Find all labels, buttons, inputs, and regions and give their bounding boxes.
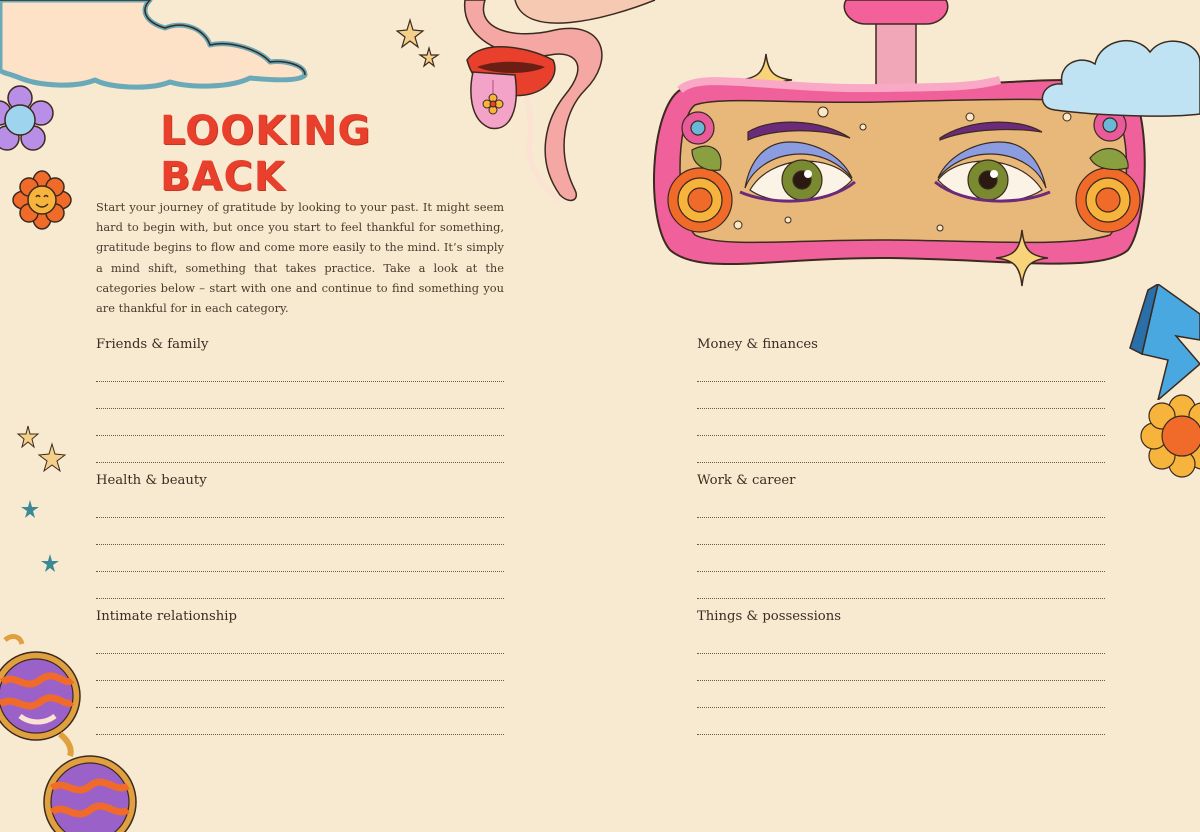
section-label: Work & career (697, 473, 796, 488)
section-friends-family (96, 335, 504, 463)
lightning-bolt-icon (1128, 284, 1200, 400)
smiley-flower-icon (10, 168, 74, 232)
section-label: Intimate relationship (96, 609, 237, 624)
writing-line[interactable] (96, 654, 504, 681)
writing-line[interactable] (697, 627, 1105, 654)
writing-line[interactable] (96, 627, 504, 654)
writing-line[interactable] (96, 572, 504, 599)
section-work-career (697, 471, 1105, 599)
writing-line[interactable] (697, 355, 1105, 382)
flower-icon (0, 80, 56, 160)
writing-line[interactable] (697, 518, 1105, 545)
writing-line[interactable] (96, 708, 504, 735)
writing-line[interactable] (697, 654, 1105, 681)
section-intimate-relationship (96, 607, 504, 735)
sparkle-star-icon (994, 228, 1050, 288)
small-stars-icon (16, 424, 72, 580)
writing-line[interactable] (96, 681, 504, 708)
writing-line[interactable] (96, 491, 504, 518)
writing-line[interactable] (96, 409, 504, 436)
writing-line[interactable] (96, 545, 504, 572)
section-money-finances (697, 335, 1105, 463)
writing-line[interactable] (697, 382, 1105, 409)
cloud-icon (1040, 22, 1200, 118)
cloud-icon (0, 0, 310, 90)
writing-line[interactable] (697, 545, 1105, 572)
writing-line[interactable] (96, 436, 504, 463)
intro-paragraph: Start your journey of gratitude by looking to your past. It might seem hard to begin with, but once you start to feel thankful for something, gratitude begins to flow and come more easily to the mind. It’s simply a mind shift, something that takes practice. Take a look at the categories below – start with one and continue to find something you are thankful for in each category. (96, 200, 504, 316)
small-stars-icon (396, 18, 440, 70)
page-title: LOOKING BACK (160, 108, 372, 200)
section-label: Health & beauty (96, 473, 207, 488)
flower-icon (1138, 392, 1200, 478)
section-label: Things & possessions (697, 609, 842, 624)
writing-line[interactable] (96, 382, 504, 409)
writing-line[interactable] (697, 436, 1105, 463)
writing-line[interactable] (96, 355, 504, 382)
section-label: Money & finances (697, 337, 818, 352)
section-label: Friends & family (96, 337, 209, 352)
writing-line[interactable] (697, 491, 1105, 518)
writing-line[interactable] (697, 572, 1105, 599)
writing-line[interactable] (697, 708, 1105, 735)
writing-line[interactable] (697, 409, 1105, 436)
section-health-beauty (96, 471, 504, 599)
section-things-possessions (697, 607, 1105, 735)
writing-line[interactable] (96, 518, 504, 545)
writing-line[interactable] (697, 681, 1105, 708)
tongue-lips-icon (455, 0, 670, 210)
